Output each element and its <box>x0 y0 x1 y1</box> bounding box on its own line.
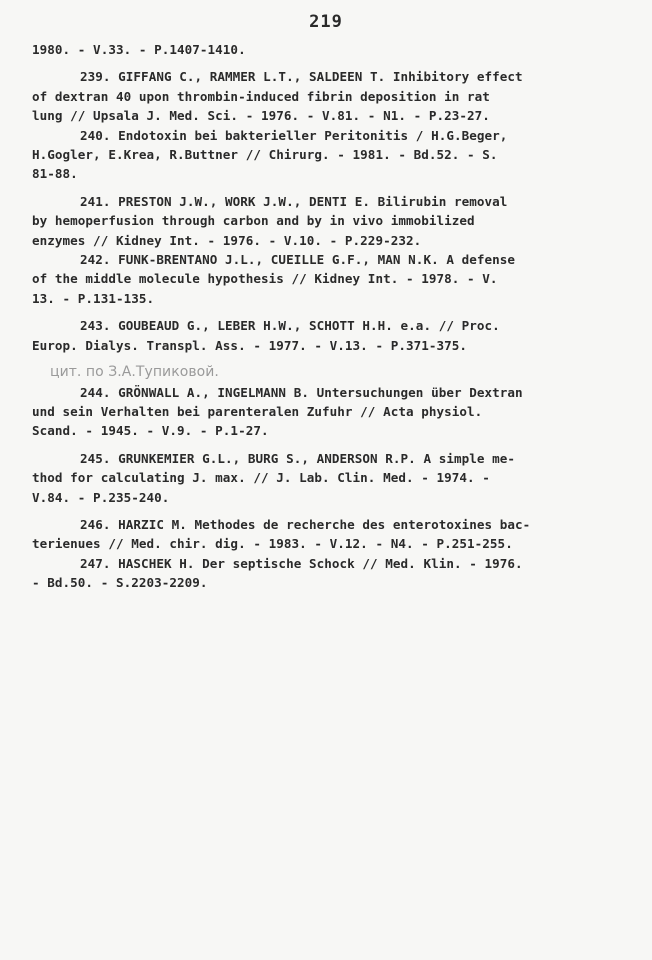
reference-line: thod for calculating J. max. // J. Lab. Clin. Med. - 1974. - <box>32 470 490 486</box>
reference-line: 81-88. <box>32 166 78 182</box>
reference-line: 239. GIFFANG C., RAMMER L.T., SALDEEN T. Inhibitory effect <box>80 69 523 85</box>
reference-line: lung // Upsala J. Med. Sci. - 1976. - V.81. - N1. - P.23-27. <box>32 108 490 124</box>
reference-line: 13. - P.131-135. <box>32 290 155 306</box>
reference-line: 246. HARZIC M. Methodes de recherche des enterotoxines bac- <box>80 516 531 532</box>
reference-line: 247. HASCHEK H. Der septische Schock // Med. Klin. - 1976. <box>80 555 523 571</box>
reference-line: enzymes // Kidney Int. - 1976. - V.10. - P.229-232. <box>32 232 422 248</box>
reference-line: 1980. - V.33. - P.1407-1410. <box>32 42 246 57</box>
reference-line: V.84. - P.235-240. <box>32 489 170 505</box>
reference-line: H.Gogler, E.Krea, R.Buttner // Chirurg. - 1981. - Bd.52. - S. <box>32 147 498 163</box>
reference-line: by hemoperfusion through carbon and by in vivo immobilized <box>32 213 475 229</box>
reference-line: 240. Endotoxin bei bakterieller Peritonitis / H.G.Beger, <box>80 127 508 143</box>
reference-line: 245. GRUNKEMIER G.L., BURG S., ANDERSON R.P. A simple me- <box>80 450 516 466</box>
reference-line: 242. FUNK-BRENTANO J.L., CUEILLE G.F., MAN N.K. A defense <box>80 252 516 268</box>
reference-line: und sein Verhalten bei parenteralen Zufuhr // Acta physiol. <box>32 403 483 419</box>
reference-line: Scand. - 1945. - V.9. - P.1-27. <box>32 423 269 439</box>
reference-line: Europ. Dialys. Transpl. Ass. - 1977. - V.13. - P.371-375. <box>32 337 468 353</box>
bibliography-list <box>32 40 622 593</box>
page-number: 219 <box>309 12 343 32</box>
citation-note: цит. по З.А.Тупиковой. <box>50 364 219 381</box>
reference-line: 244. GRÖNWALL A., INGELMANN B. Untersuchungen über Dextran <box>80 384 523 400</box>
reference-line: - Bd.50. - S.2203-2209. <box>32 575 208 591</box>
reference-line: 241. PRESTON J.W., WORK J.W., DENTI E. Bilirubin removal <box>80 193 508 209</box>
reference-line: terienues // Med. chir. dig. - 1983. - V.12. - N4. - P.251-255. <box>32 536 513 552</box>
reference-line: 243. GOUBEAUD G., LEBER H.W., SCHOTT H.H. e.a. // Proc. <box>80 318 500 334</box>
reference-line: of the middle molecule hypothesis // Kidney Int. - 1978. - V. <box>32 271 498 287</box>
reference-line: of dextran 40 upon thrombin-induced fibrin deposition in rat <box>32 88 490 104</box>
